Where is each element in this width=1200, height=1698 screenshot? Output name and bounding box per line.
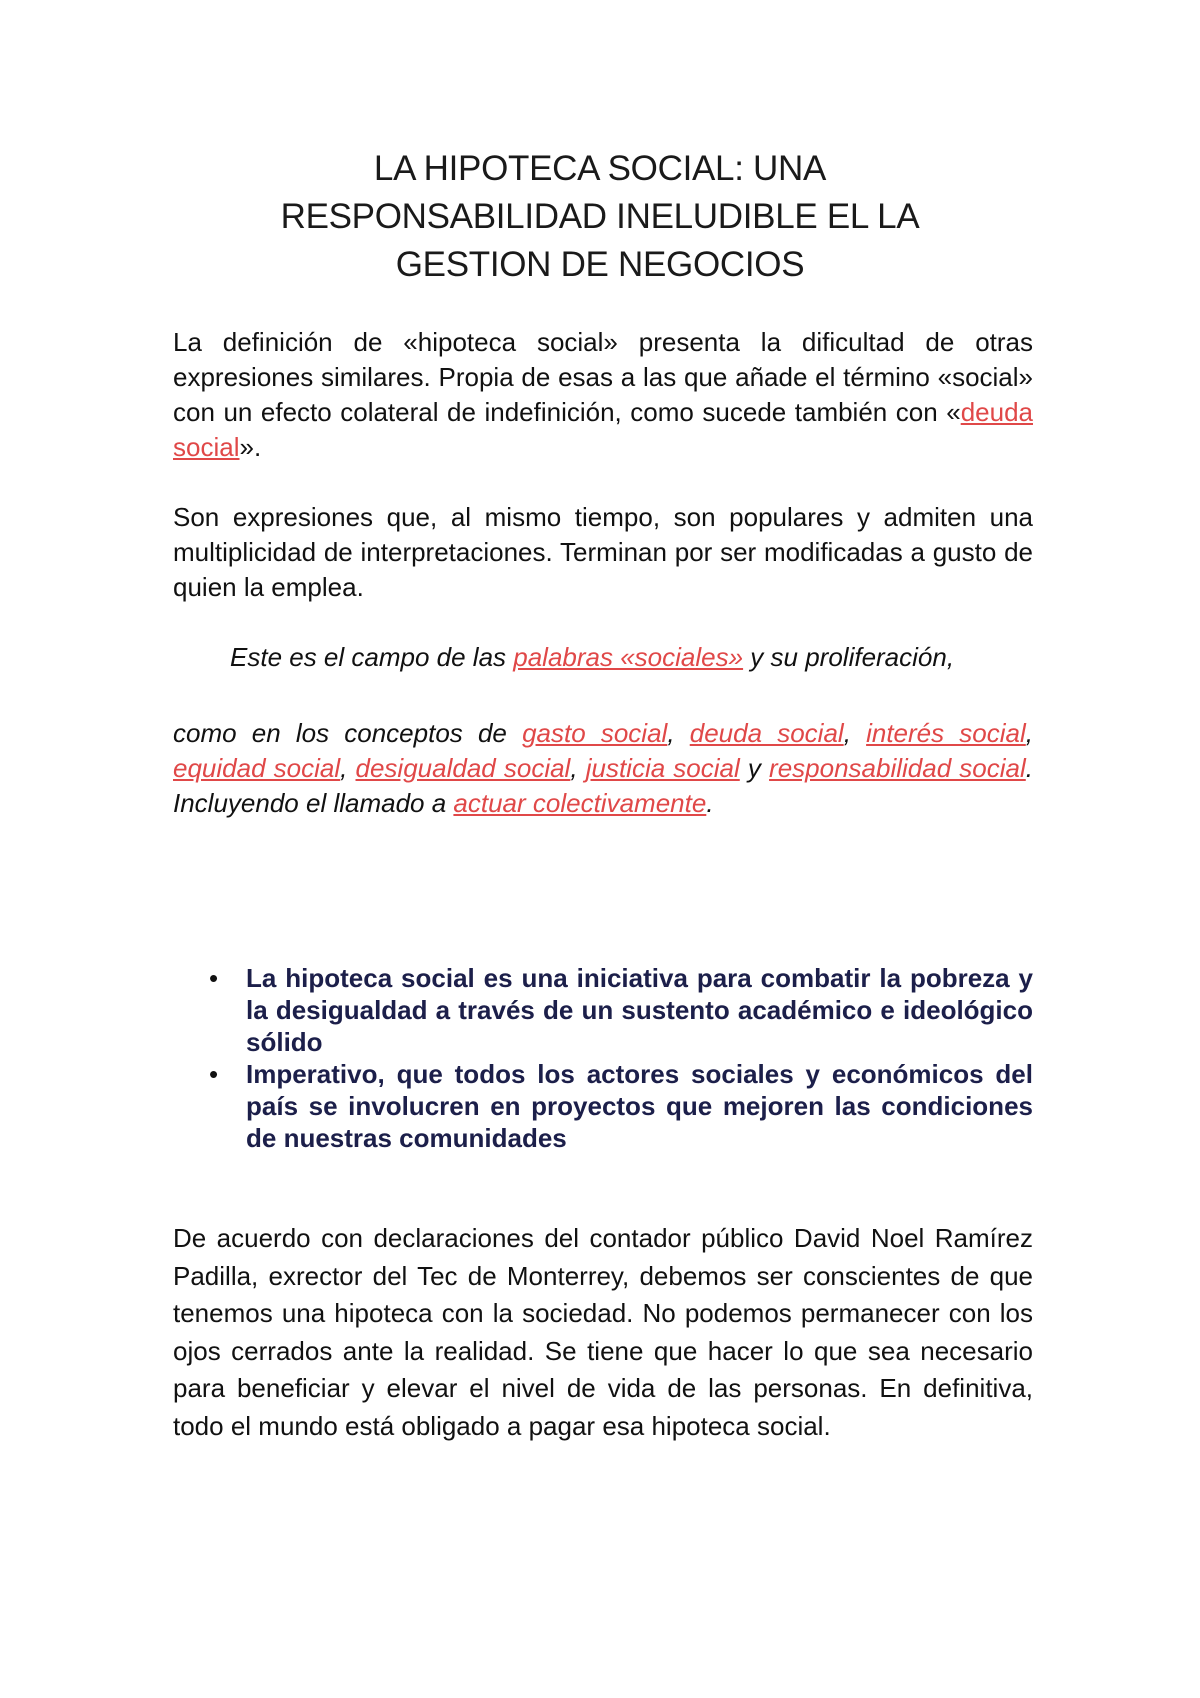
paragraph-campo <box>173 640 1033 675</box>
link-responsabilidad-social[interactable]: responsabilidad social <box>769 753 1026 783</box>
link-justicia-social[interactable]: justicia social <box>585 753 740 783</box>
paragraph-conceptos-end: . <box>706 788 714 818</box>
link-deuda-social-2[interactable]: deuda social <box>689 718 844 748</box>
bullet-item <box>173 1058 1033 1154</box>
title-line-1: LA HIPOTECA SOCIAL: UNA <box>373 149 827 188</box>
paragraph-campo-end: y su proliferación, <box>743 642 955 672</box>
bullet-text: La hipoteca social es una iniciativa para combatir la pobreza y la desigualdad a través de un sustento académico e ideológico sólido <box>246 963 1033 1057</box>
separator: y <box>739 753 770 783</box>
paragraph-declaraciones: De acuerdo con declaraciones del contador público David Noel Ramírez Padilla, exrector del Tec de Monterrey, debemos ser conscientes de que tenemos una hipoteca con la sociedad. No podemos permanecer con los ojos cerrados ante la realidad. Se tiene que hacer lo que sea necesario para beneficiar y elevar el nivel de vida de las personas. En definitiva, todo el mundo está obligado a pagar esa hipoteca social. <box>173 1223 1033 1441</box>
link-deuda-social[interactable]: deuda social <box>173 397 1033 462</box>
bullet-dot-icon: • <box>209 1059 219 1089</box>
paragraph-conceptos-text: como en los conceptos de <box>173 718 523 748</box>
link-actuar-colectivamente[interactable]: actuar colectivamente <box>453 788 707 818</box>
separator: , <box>570 753 586 783</box>
link-equidad-social[interactable]: equidad social <box>173 753 341 783</box>
document-title <box>190 145 1010 289</box>
separator: , <box>843 718 867 748</box>
paragraph-definition <box>173 325 1033 465</box>
title-line-2: RESPONSABILIDAD INELUDIBLE EL LA <box>280 197 920 236</box>
title-line-3: GESTION DE NEGOCIOS <box>395 245 805 284</box>
paragraph-conceptos <box>173 716 1033 821</box>
bullet-dot-icon: • <box>209 963 219 993</box>
separator: , <box>1025 718 1034 748</box>
link-desigualdad-social[interactable]: desigualdad social <box>355 753 571 783</box>
paragraph-expressions: Son expresiones que, al mismo tiempo, son populares y admiten una multiplicidad de interpretaciones. Terminan por ser modificadas a gusto de quien la emplea. <box>173 502 1033 602</box>
separator: , <box>667 718 690 748</box>
separator: , <box>340 753 356 783</box>
bullet-text: Imperativo, que todos los actores sociales y económicos del país se involucren en proyectos que mejoren las condiciones de nuestras comunidades <box>246 1059 1033 1153</box>
link-gasto-social[interactable]: gasto social <box>522 718 668 748</box>
link-palabras-sociales[interactable]: palabras «sociales» <box>513 642 744 672</box>
link-interes-social[interactable]: interés social <box>866 718 1026 748</box>
paragraph-conceptos-middle: . Incluyendo el llamado a <box>173 753 1034 818</box>
paragraph-definition-text: La definición de «hipoteca social» presenta la dificultad de otras expresiones similares. Propia de esas a las que añade el término «social» con un efecto colateral de indefinición, como sucede también con « <box>173 327 1033 427</box>
bullet-list <box>173 962 1033 1154</box>
paragraph-definition-end: ». <box>239 432 262 462</box>
bullet-item <box>173 962 1033 1058</box>
paragraph-campo-text: Este es el campo de las <box>230 642 514 672</box>
